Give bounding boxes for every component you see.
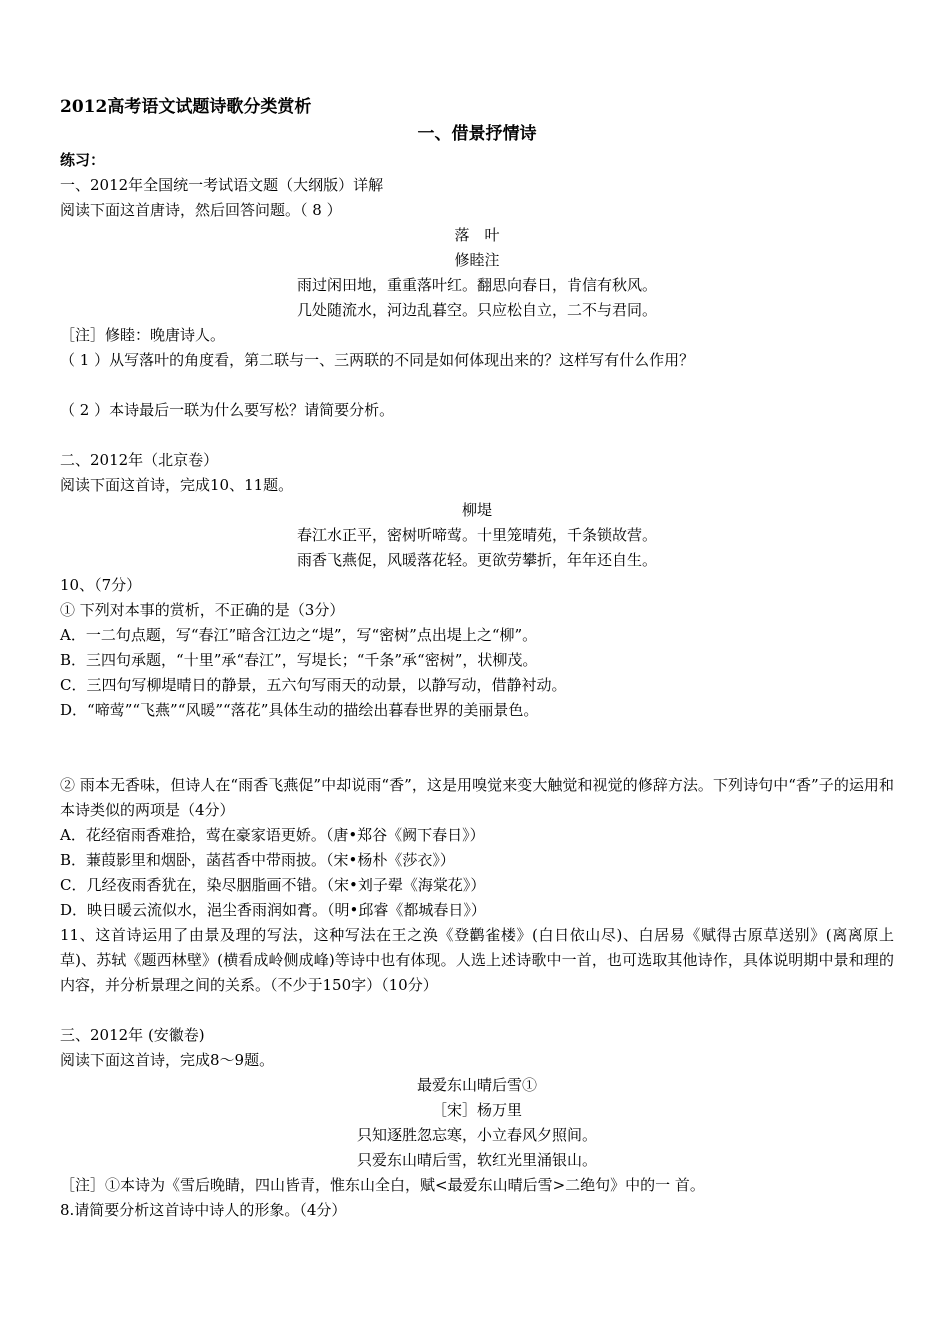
q10-2-option-d: D．映日暖云流似水，浥尘香雨润如膏。（明•邱睿《都城春日》） [60, 901, 486, 919]
q3-instruction: 阅读下面这首诗，完成8～9题。 [60, 1051, 275, 1069]
q2-heading: 二、2012年（北京卷） [60, 451, 219, 469]
doc-title: 2012高考语文试题诗歌分类赏析 [60, 97, 312, 117]
q10-2-option-b: B．蒹葭影里和烟卧，菡萏香中带雨披。（宋•杨朴《莎衣》） [60, 851, 455, 869]
q3-note: ［注］①本诗为《雪后晚睛，四山皆青，惟东山全白，赋<最爱东山晴后雪>二绝句》中的一 首。 [60, 1176, 705, 1194]
q2-poem-line: 春江水正平，密树听啼莺。十里笼晴苑，千条锁故营。 [296, 526, 657, 544]
q10-2-stem: ② 雨本无香味，但诗人在“雨香飞燕促”中却说雨“香”，这是用嗅觉来变大触觉和视觉的修辞方法。下列诗句中“香”子的运用和本诗类似的两项是（4分） [60, 776, 894, 819]
q10-1-option-d: D．“啼莺”“飞燕”“风暖”“落花”具体生动的描绘出暮春世界的美丽景色。 [60, 701, 539, 719]
q1-heading: 一、2012年全国统一考试语文题（大纲版）详解 [60, 176, 384, 194]
q11-text: 11、这首诗运用了由景及理的写法，这种写法在王之涣《登鹳雀楼》(白日依山尽)、白居易《赋得古原草送别》(离离原上草)、苏轼《题西林壁》(横看成岭侧成峰)等诗中也有体现。人选上述诗歌中一首，也可选取其他诗作，具体说明期中景和理的内容，并分析景理之间的关系。（不少于150字）（10分） [60, 926, 894, 994]
q1-note: ［注］修睦：晚唐诗人。 [60, 326, 226, 344]
q3-poem-line: 只爱东山晴后雪，软红光里涌银山。 [356, 1151, 597, 1169]
practice-label: 练习： [60, 151, 106, 169]
q3-poem-line: 只知逐胜忽忘寒，小立春风夕照间。 [356, 1126, 597, 1144]
q10-2-option-a: A．花经宿雨香难拾，莺在豪家语更娇。（唐•郑谷《阙下春日》） [60, 826, 485, 844]
q10-1-option-c: C．三四句写柳堤晴日的静景，五六句写雨天的动景，以静写动，借静衬动。 [60, 676, 567, 694]
q1-question-2: （ 2 ）本诗最后一联为什么要写松？请简要分析。 [60, 401, 395, 419]
q2-instruction: 阅读下面这首诗，完成10、11题。 [60, 476, 294, 494]
q10-2-option-c: C．几经夜雨香犹在，染尽胭脂画不错。（宋•刘子翚《海棠花》） [60, 876, 486, 894]
q1-poem-title: 落 叶 [454, 226, 500, 244]
q8-text: 8.请简要分析这首诗中诗人的形象。（4分） [60, 1201, 347, 1219]
q1-instruction: 阅读下面这首唐诗，然后回答问题。（ 8 ） [60, 201, 342, 219]
q1-poem-line: 雨过闲田地，重重落叶红。翻思向春日，肯信有秋风。 [296, 276, 657, 294]
q3-heading: 三、2012年 (安徽卷) [60, 1026, 205, 1044]
q3-poem-title: 最爱东山晴后雪① [416, 1076, 537, 1094]
q3-poem-author: ［宋］杨万里 [431, 1101, 522, 1119]
q2-poem-line: 雨香飞燕促，风暖落花轻。更欲劳攀折，年年还自生。 [296, 551, 657, 569]
q10-1-option-a: A．一二句点题，写“春江”暗含江边之“堤”，写“密树”点出堤上之“柳”。 [60, 626, 538, 644]
q10-label: 10、（7分） [60, 576, 142, 594]
section-title: 一、借景抒情诗 [417, 124, 537, 144]
document-page [60, 94, 894, 1223]
q10-1-stem: ① 下列对本事的赏析，不正确的是（3分） [60, 601, 345, 619]
q1-question-1: （ 1 ）从写落叶的角度看，第二联与一、三两联的不同是如何体现出来的？这样写有什么作用？ [60, 351, 695, 369]
q1-poem-line: 几处随流水，河边乱暮空。只应松自立，二不与君同。 [296, 301, 657, 319]
q2-poem-title: 柳堤 [461, 501, 492, 519]
q1-poem-author: 修睦注 [454, 251, 500, 269]
q10-1-option-b: B．三四句承题，“十里”承“春江”，写堤长；“千条”承“密树”，状柳茂。 [60, 651, 538, 669]
